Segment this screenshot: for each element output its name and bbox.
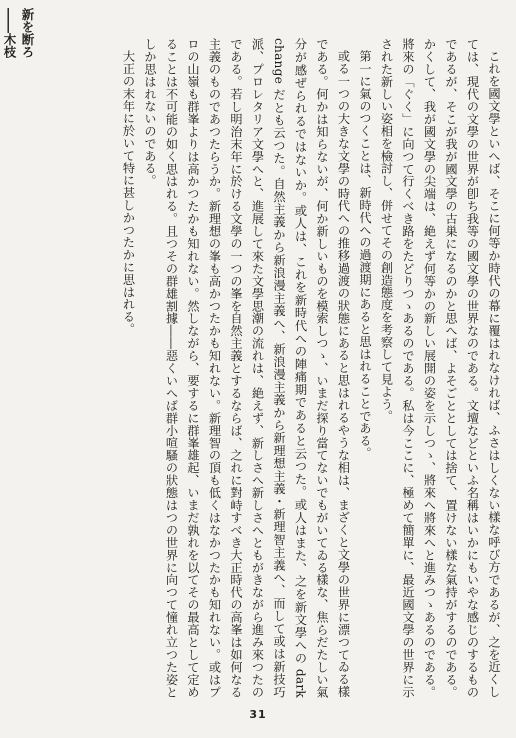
running-header: 新を断ろ――木枝 xyxy=(2,8,35,58)
paragraph: これを國文學といへば、そこに何等か時代の幕に覆はれなければ、ふさはしくない樣な呼び方であるが、之を近くしては、現代の文學の世界が卽ち我等の國文學の世界なのである。文壇などといふ名稱はいかにもいやな感じのするものであるが、そこが我が國文學の古巣になるのかと思へば、よそごととしては捨て、置けない樣な氣持がするのである。かくして、我が國文學の尖端は、絶えず何等かの新しい展開の姿を示しつゝ、將來へ將來へと進みつゝあるのである。將來の「ぐく」に向つて行くべき路をたどりつゝあるのである。私は今ここに、極めて簡單に、最近國文學の世界に示された新しい姿相を檢討し、併せてその創造態度を考察して見よう。 xyxy=(379,38,501,698)
paragraph: 或る一つの大きな文學の時代への推移過渡の狀態にあると思はれるやうな相は、まざくと文學の世界に漂つてゐる樣である。何かは知らないが、何か新しいものを模索しつゝ、いまだ探り當てないでもがいてゐる樣な、焦らだたしい氣分が感ぜられるではないか。或人は、これを新時代への陣痛期であると云つた。或人はまた、之を新文學への dark change だとも云つた。自然主義から新浪漫主義へ、新浪漫主義から新理想主義・新理智主義へ、而して或は新技巧派、プロレタリア文學へと、進展して來た文學思潮の流れは、絶えず、新しさへ新しさへともがきながら進み來つたのである。若し明治末年に於ける文學の一つの峯を自然主義とするならば、之れに對峙すべき大正時代の高峯は如何なる主義のものであつたらうか。新理想の峯も高かつたかも知れない。新理智の頂も低くはなかつたかも知れない。或はプロの山嶺も群峯よりは高かつたかも知れない。然しながら、要するに群峯雄起、いまだ孰れを以てその最高として定めることは不可能の如く思はれる。且つその群雄割據――惡くいへば群小喧騷の狀態はつの世界に向つて憧れ立つた姿としか思はれないのである。 xyxy=(143,38,351,698)
paragraph: 第一に氣のつくことは、新時代への過渡期にあると思はれることである。 xyxy=(358,50,372,460)
page-number: 31 xyxy=(249,708,267,721)
paragraph: 大正の末年に於いて特に甚しかつたかに思はれる。 xyxy=(121,50,136,336)
body-text xyxy=(34,38,504,698)
